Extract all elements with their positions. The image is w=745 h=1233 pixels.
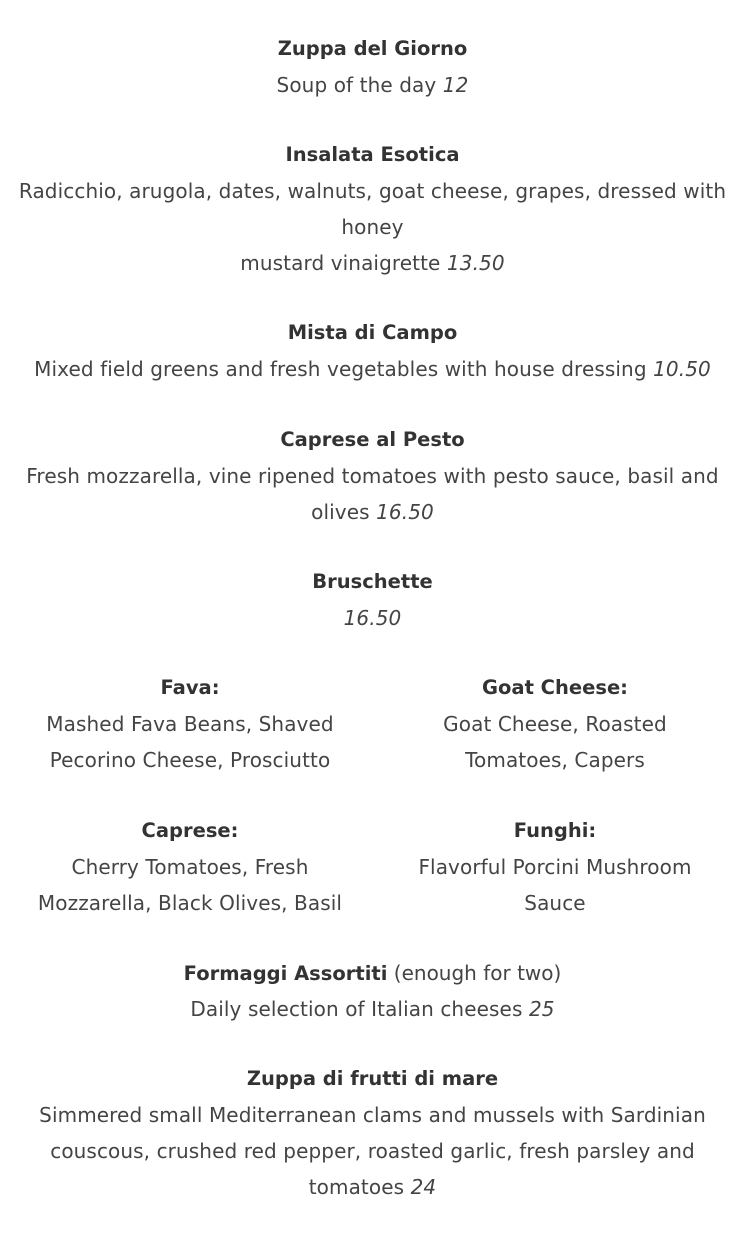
item-name: Mista di Campo xyxy=(287,321,458,344)
item-description: Radicchio, arugola, dates, walnuts, goat cheese, grapes, dressed with honey mustard vinaigrette 13.50 xyxy=(18,179,727,275)
item-name: Zuppa di frutti di mare xyxy=(246,1067,499,1090)
menu-item-zuppa-di-frutti-di-mare xyxy=(0,1061,745,1205)
item-note: (enough for two) xyxy=(393,961,562,985)
bruschetta-option-fava xyxy=(10,670,370,778)
option-description: Sauce xyxy=(524,891,586,915)
item-description: Simmered small Mediterranean clams and mussels with Sardinian couscous, crushed red pepper, roasted garlic, fresh parsley and tomatoes 24 xyxy=(39,1103,706,1199)
option-description: Pecorino Cheese, Prosciutto xyxy=(49,748,331,772)
item-price: 25 xyxy=(528,997,555,1021)
item-price: 12 xyxy=(442,73,469,97)
item-price: 10.50 xyxy=(653,357,711,381)
item-name: Formaggi Assortiti xyxy=(183,962,388,985)
option-name: Goat Cheese: xyxy=(482,676,628,699)
menu-item-zuppa-del-giorno xyxy=(0,31,745,103)
option-name: Funghi: xyxy=(513,819,597,842)
option-description: Mozzarella, Black Olives, Basil xyxy=(37,891,343,915)
option-name: Caprese: xyxy=(141,819,239,842)
item-description: Soup of the day 12 xyxy=(276,73,469,97)
item-description: Mixed field greens and fresh vegetables with house dressing 10.50 xyxy=(34,357,711,381)
item-name: Insalata Esotica xyxy=(285,143,460,166)
menu-item-formaggi-assortiti xyxy=(0,955,745,1027)
menu-item-caprese-al-pesto xyxy=(0,422,745,530)
bruschetta-option-caprese xyxy=(10,813,370,921)
option-description: Cherry Tomatoes, Fresh xyxy=(71,855,309,879)
option-description: Flavorful Porcini Mushroom xyxy=(418,855,692,879)
item-description: Daily selection of Italian cheeses 25 xyxy=(190,997,555,1021)
option-description: Goat Cheese, Roasted xyxy=(443,712,667,736)
item-name: Bruschette xyxy=(312,570,433,593)
item-description: Fresh mozzarella, vine ripened tomatoes with pesto sauce, basil and olives 16.50 xyxy=(26,464,719,524)
item-price: 13.50 xyxy=(446,251,505,275)
option-description: Tomatoes, Capers xyxy=(465,748,645,772)
option-description: Mashed Fava Beans, Shaved xyxy=(46,712,334,736)
bruschetta-option-goat-cheese xyxy=(375,670,735,778)
bruschetta-option-funghi xyxy=(375,813,735,921)
item-price: 16.50 xyxy=(376,500,434,524)
item-name: Zuppa del Giorno xyxy=(277,37,468,60)
menu-item-bruschette xyxy=(0,564,745,636)
menu-item-insalata-esotica xyxy=(0,137,745,281)
menu-item-mista-di-campo xyxy=(0,315,745,387)
item-price: 24 xyxy=(410,1175,437,1199)
item-name: Caprese al Pesto xyxy=(280,428,465,451)
option-name: Fava: xyxy=(160,676,220,699)
item-price: 16.50 xyxy=(343,606,402,630)
